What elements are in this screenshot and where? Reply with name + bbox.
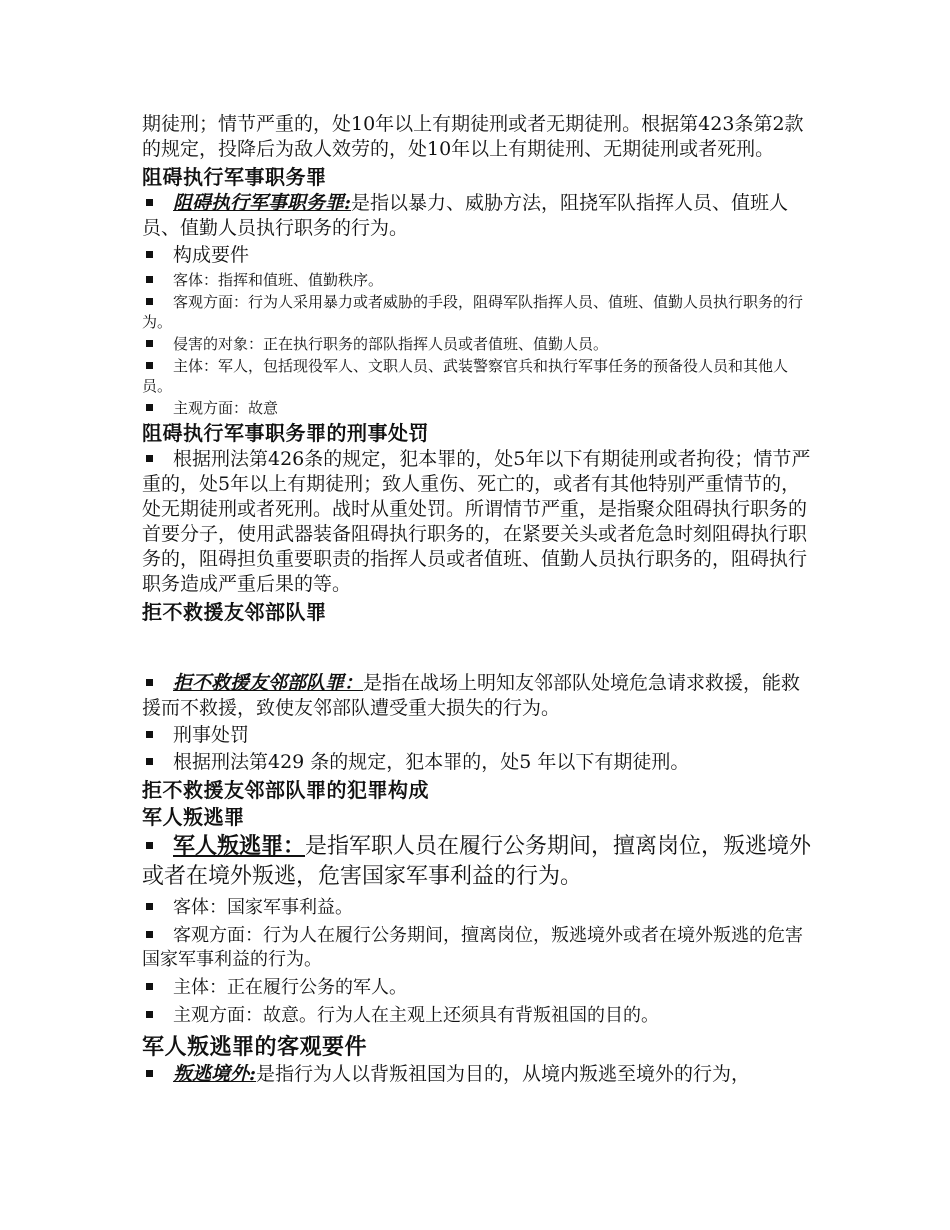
list-item-penalty-label: 刑事处罚 — [142, 723, 814, 748]
bullet-icon — [146, 983, 153, 990]
list-item: 主体：正在履行公务的军人。 — [142, 976, 814, 1000]
list-item: 客体：指挥和值班、值勤秩序。 — [142, 270, 814, 290]
list-item: 主体：军人，包括现役军人、文职人员、武装警察官兵和执行军事任务的预备役人员和其他人员。 — [142, 357, 789, 395]
bullet-icon — [146, 842, 153, 849]
definition-obstruct-duty — [142, 191, 814, 241]
section-heading-defection-objective: 军人叛逃罪的客观要件 — [142, 1034, 368, 1060]
list-item: 客观方面：行为人采用暴力或者威胁的手段，阻碍军队指挥人员、值班、值勤人员执行职务的行为。 — [142, 293, 804, 331]
bullet-icon — [146, 455, 153, 462]
intro-paragraph: 期徒刑；情节严重的，处10年以上有期徒刑或者无期徒刑。根据第423条第2款的规定，投降后为敌人效劳的，处10年以上有期徒刑、无期徒刑或者死刑。 — [142, 113, 804, 160]
section-heading-obstruct-duty-penalty: 阻碍执行军事职务罪的刑事处罚 — [142, 421, 429, 445]
definition-text: 是指以暴力、威胁方法，阻挠军队指挥人员、值班人员、值勤人员执行职务的行为。 — [142, 192, 789, 239]
bullet-icon — [146, 340, 153, 347]
definition-refuse-rescue: 拒不救援友邻部队罪：是指在战场上明知友邻部队处境危急请求救援，能救援而不救援，致使友邻部队遭受重大损失的行为。 — [142, 672, 801, 719]
bullet-icon — [146, 362, 153, 369]
list-item: 主观方面：故意。行为人在主观上还须具有背叛祖国的目的。 — [142, 1004, 814, 1028]
bullet-icon — [146, 731, 153, 738]
term-obstruct-duty: 阻碍执行军事职务罪: — [173, 192, 352, 214]
bullet-icon — [146, 931, 153, 938]
section-heading-refuse-rescue-elements: 拒不救援友邻部队罪的犯罪构成 — [142, 778, 429, 802]
list-item-penalty-text: 根据刑法第429 条的规定，犯本罪的，处5 年以下有期徒刑。 — [142, 750, 814, 775]
term-defection: 军人叛逃罪： — [173, 833, 306, 859]
list-item: 客观方面：行为人在履行公务期间，擅离岗位，叛逃境外或者在境外叛逃的危害国家军事利益的行为。 — [142, 925, 803, 970]
penalty-paragraph: 根据刑法第426条的规定，犯本罪的，处5年以下有期徒刑或者拘役；情节严重的，处5年以上有期徒刑；致人重伤、死亡的，或者有其他特别严重情节的，处无期徒刑或者死刑。战时从重处罚。所谓情节严重，是指聚众阻碍执行职务的首要分子，使用武器装备阻碍执行职务的，在紧要关头或者危急时刻阻碍执行职务的，阻碍担负重要职责的指挥人员或者值班、值勤人员执行职务的，阻碍执行职务造成严重后果的等。 — [142, 448, 811, 595]
bullet-icon — [146, 1070, 153, 1077]
section-heading-refuse-rescue: 拒不救援友邻部队罪 — [142, 600, 327, 624]
bullet-icon — [146, 679, 153, 686]
bullet-icon — [146, 903, 153, 910]
list-item-elements-label: 构成要件 — [142, 243, 814, 268]
bullet-icon — [146, 404, 153, 411]
document-page — [142, 112, 814, 1089]
spacer — [142, 626, 814, 671]
term-defect-abroad: 叛逃境外: — [173, 1063, 257, 1085]
definition-defect-abroad: 叛逃境外:是指行为人以背叛祖国为目的，从境内叛逃至境外的行为， — [142, 1062, 814, 1087]
bullet-icon — [146, 199, 153, 206]
list-item: 客体：国家军事利益。 — [142, 896, 814, 920]
list-item: 主观方面：故意 — [142, 398, 814, 418]
list-item: 侵害的对象：正在执行职务的部队指挥人员或者值班、值勤人员。 — [142, 334, 814, 354]
section-heading-defection: 军人叛逃罪 — [142, 805, 245, 829]
bullet-icon — [146, 1011, 153, 1018]
section-heading-obstruct-duty: 阻碍执行军事职务罪 — [142, 165, 327, 189]
bullet-icon — [146, 298, 153, 305]
bullet-icon — [146, 251, 153, 258]
bullet-icon — [146, 758, 153, 765]
term-refuse-rescue: 拒不救援友邻部队罪： — [173, 672, 364, 694]
bullet-icon — [146, 276, 153, 283]
definition-defection: 军人叛逃罪：是指军职人员在履行公务期间，擅离岗位，叛逃境外或者在境外叛逃，危害国家军事利益的行为。 — [142, 833, 812, 889]
